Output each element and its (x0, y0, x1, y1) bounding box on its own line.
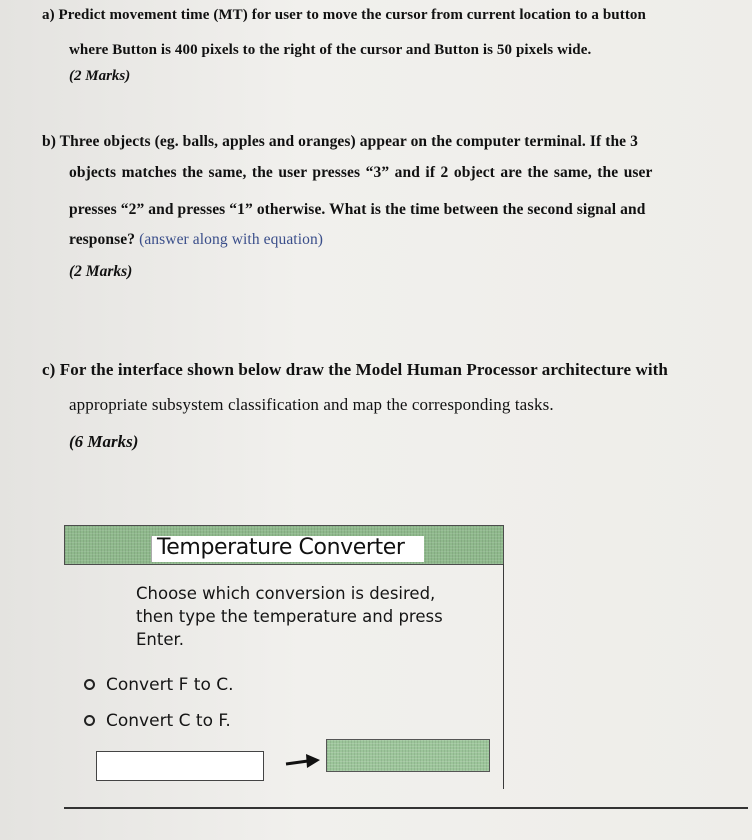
question-b-line-4 (69, 231, 323, 249)
question-c-line-1-text: c) For the interface shown below draw the Model Human Processor architecture with (42, 360, 668, 379)
question-a-line-2: where Button is 400 pixels to the right of the cursor and Button is 50 pixels wide. (69, 42, 592, 58)
question-b-line-3: presses “2” and presses “1” otherwise. What is the time between the second signal and (69, 201, 646, 218)
question-b-response: response? (69, 231, 136, 248)
radio-button-icon[interactable] (84, 715, 95, 726)
figure-title-bar (64, 525, 504, 565)
figure-description (136, 582, 476, 651)
radio-option-f-to-c-label: Convert F to C. (106, 675, 234, 695)
question-c-line-1 (42, 360, 668, 380)
question-b-note: (answer along with equation) (139, 231, 324, 248)
figure-frame-right (503, 564, 504, 789)
figure-description-line-3: Enter. (136, 630, 185, 649)
temperature-output (326, 739, 490, 772)
question-b-line-1: b) Three objects (eg. balls, apples and oranges) appear on the computer terminal. If the 3 (42, 133, 638, 150)
question-c-marks: (6 Marks) (69, 432, 139, 451)
radio-option-f-to-c[interactable] (84, 675, 234, 695)
figure-description-line-1: Choose which conversion is desired, (136, 584, 436, 603)
radio-button-icon[interactable] (84, 679, 95, 690)
temperature-input[interactable] (96, 751, 264, 781)
temperature-converter-figure (64, 525, 504, 810)
radio-option-c-to-f[interactable] (84, 711, 231, 731)
question-c-line-2: appropriate subsystem classification and map the corresponding tasks. (69, 395, 554, 414)
right-arrow-icon (282, 751, 324, 777)
question-a-line-1: a) Predict movement time (MT) for user to move the cursor from current location to a button (42, 7, 646, 23)
bottom-rule (64, 807, 748, 809)
question-a-marks: (2 Marks) (69, 68, 131, 84)
question-b-marks: (2 Marks) (69, 263, 133, 280)
question-b-line-2: objects matches the same, the user presses “3” and if 2 object are the same, the user (69, 164, 653, 181)
figure-description-line-2: then type the temperature and press (136, 607, 443, 626)
radio-option-c-to-f-label: Convert C to F. (106, 711, 231, 731)
figure-title: Temperature Converter (157, 535, 405, 560)
